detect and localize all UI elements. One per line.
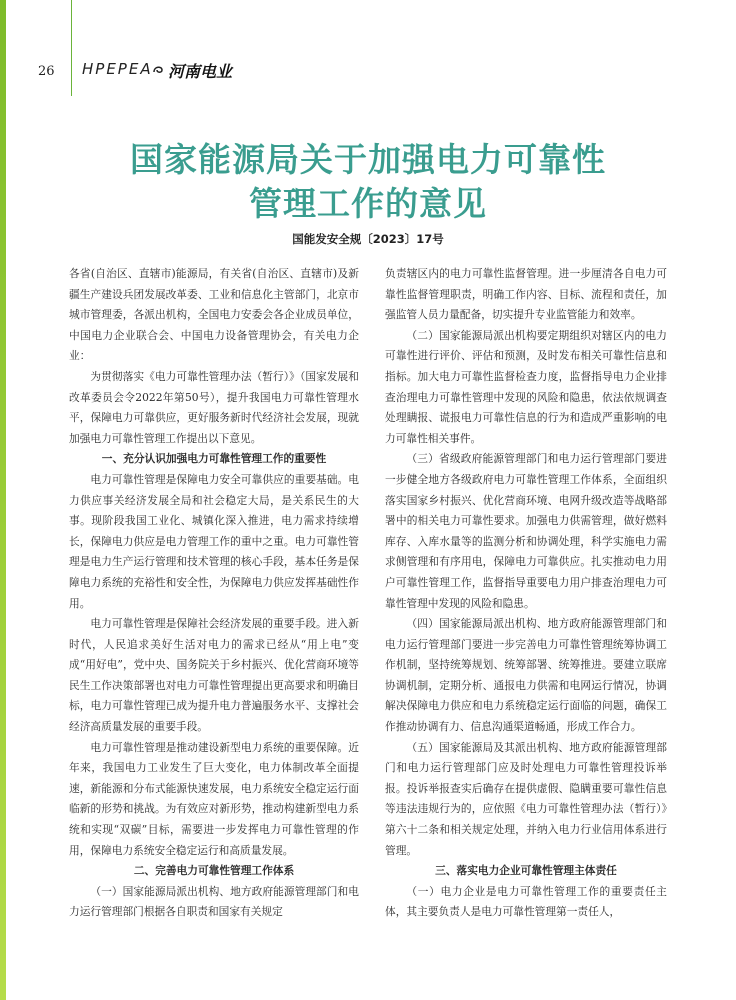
body-paragraph: 电力可靠性管理是保障社会经济发展的重要手段。进入新时代，人民追求美好生活对电力的需求已经从“用上电”变成“用好电”，党中央、国务院关于乡村振兴、优化营商环境等民生工作决策部署也对电力可靠性管理提出更高要求和明确目标，电力可靠性管理已成为提升电力普遍服务水平、支撑社会经济高质量发展的重要手段。 xyxy=(69,617,359,734)
body-paragraph: （一）国家能源局派出机构、地方政府能源管理部门和电力运行管理部门根据各自职责和国家有关规定 xyxy=(69,884,359,919)
brand-chinese-logo: 河南电业 xyxy=(168,62,233,81)
document-number: 国能发安全规〔2023〕17号 xyxy=(292,232,444,246)
section-heading: 三、落实电力企业可靠性管理主体责任 xyxy=(435,864,617,878)
body-paragraph: 为贯彻落实《电力可靠性管理办法（暂行）》（国家发展和改革委员会令2022年第50号），提升我国电力可靠性管理水平，保障电力可靠供应，更好服务新时代经济社会发展，现就加强电力可靠性管理工作提出以下意见。 xyxy=(69,369,359,445)
body-paragraph: 电力可靠性管理是推动建设新型电力系统的重要保障。近年来，我国电力工业发生了巨大变化，电力体制改革全面提速，新能源和分布式能源快速发展，电力系统安全稳定运行面临新的形势和挑战。为有效应对新形势，推动构建新型电力系统和实现“双碳”目标，需要进一步发挥电力可靠性管理的作用，保障电力系统安全稳定运行和高质量发展。 xyxy=(69,740,359,857)
body-column-left xyxy=(69,264,359,923)
body-paragraph: （五）国家能源局及其派出机构、地方政府能源管理部门和电力运行管理部门应及时处理电力可靠性管理投诉举报。投诉举报查实后确存在提供虚假、隐瞒重要可靠性信息等违法违规行为的，应依照《电力可靠性管理办法（暂行）》第六十二条和相关规定处理，并纳入电力行业信用体系进行管理。 xyxy=(385,740,667,857)
page-number: 26 xyxy=(38,64,55,79)
body-paragraph: （一）电力企业是电力可靠性管理工作的重要责任主体，其主要负责人是电力可靠性管理第一责任人， xyxy=(385,884,667,919)
article-title-line-1: 国家能源局关于加强电力可靠性 xyxy=(130,140,606,179)
header-divider-line xyxy=(71,0,72,96)
body-column-right xyxy=(385,264,667,923)
body-paragraph: 各省(自治区、直辖市)能源局，有关省(自治区、直辖市)及新疆生产建设兵团发展改革委、工业和信息化主管部门，北京市城市管理委，各派出机构，全国电力安委会各企业成员单位，中国电力企业联合会、中国电力设备管理协会，有关电力企业： xyxy=(69,267,359,363)
body-paragraph: （四）国家能源局派出机构、地方政府能源管理部门和电力运行管理部门要进一步完善电力可靠性管理统筹协调工作机制，坚持统筹规划、统筹部署、统筹推进。要建立联席协调机制，定期分析、通报电力供需和电网运行情况，协调解决保障电力供应和电力系统稳定运行面临的问题，确保工作推动协调有力、信息沟通渠道畅通，形成工作合力。 xyxy=(385,617,667,734)
brand-swirl-icon xyxy=(152,63,164,75)
body-paragraph: （二）国家能源局派出机构要定期组织对辖区内的电力可靠性进行评价、评估和预测，及时发布相关可靠性信息和指标。加大电力可靠性监督检查力度，监督指导电力企业排查治理电力可靠性管理中发现的风险和隐患，依法依规调查处理瞒报、谎报电力可靠性信息的行为和造成严重影响的电力可靠性相关事件。 xyxy=(385,328,667,445)
brand-latin-logo: HPEPEA xyxy=(82,60,153,78)
section-heading: 二、完善电力可靠性管理工作体系 xyxy=(133,864,295,878)
body-paragraph: （三）省级政府能源管理部门和电力运行管理部门要进一步健全地方各级政府电力可靠性管理工作体系，全面组织落实国家乡村振兴、优化营商环境、电网升级改造等战略部署中的相关电力可靠性要求。加强电力供需管理，做好燃料库存、入库水量等的监测分析和协调处理，科学实施电力需求侧管理和有序用电，保障电力可靠供应。扎实推动电力用户可靠性管理工作，监督指导重要电力用户排查治理电力可靠性管理中发现的风险和隐患。 xyxy=(385,452,667,610)
body-paragraph: 电力可靠性管理是保障电力安全可靠供应的重要基础。电力供应事关经济发展全局和社会稳定大局，是关系民生的大事。现阶段我国工业化、城镇化深入推进，电力需求持续增长，保障电力供应是电力管理工作的重中之重。电力可靠性管理是电力生产运行管理和技术管理的核心手段，基本任务是保障电力系统的充裕性和安全性，为保障电力供应发挥基础性作用。 xyxy=(69,472,359,610)
body-paragraph: 负责辖区内的电力可靠性监督管理。进一步厘清各自电力可靠性监督管理职责，明确工作内容、目标、流程和责任，加强监管人员力量配备，切实提升专业监管能力和效率。 xyxy=(385,267,667,322)
article-title-line-2: 管理工作的意见 xyxy=(249,184,487,223)
section-heading: 一、充分认识加强电力可靠性管理工作的重要性 xyxy=(101,452,327,466)
